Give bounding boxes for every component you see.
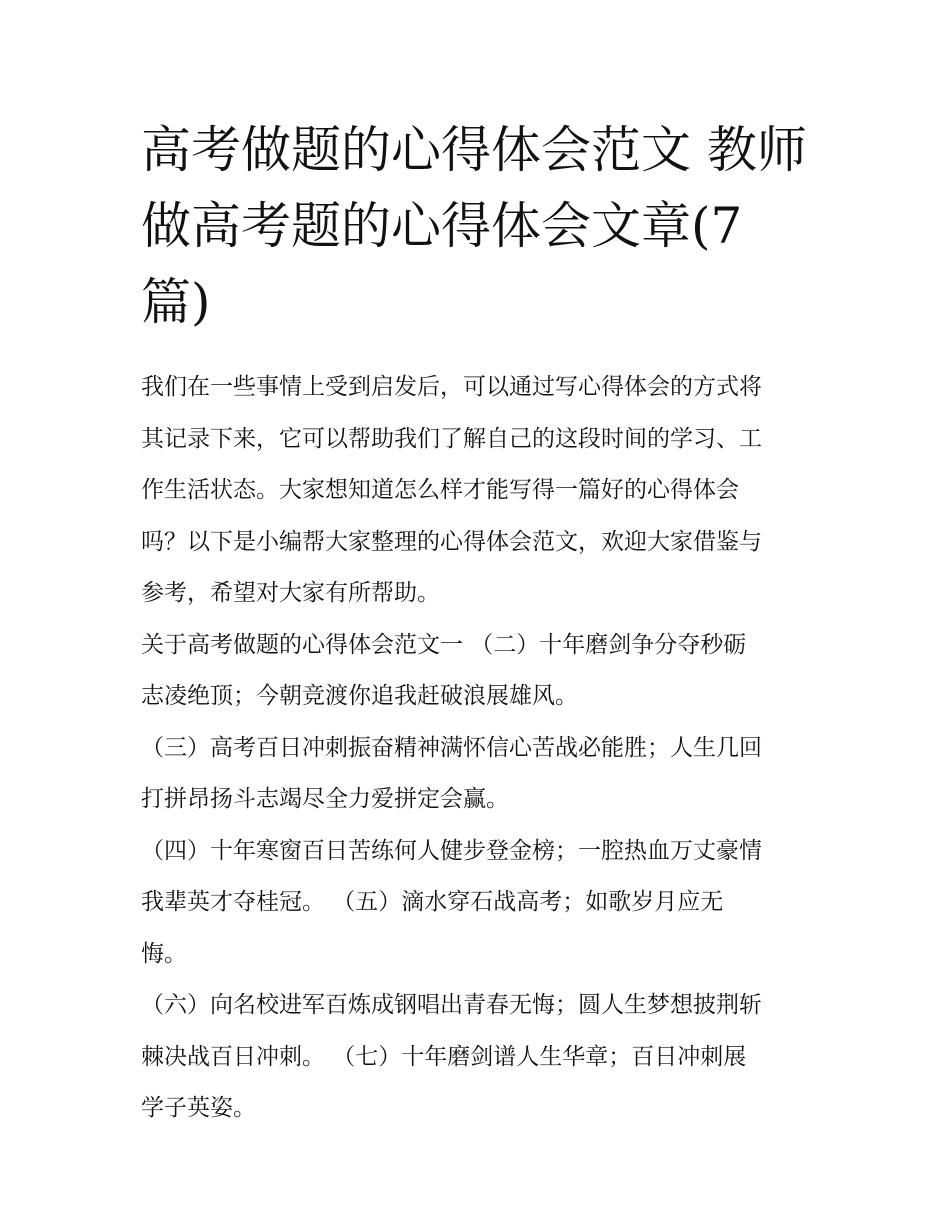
text-line: 参考，希望对大家有所帮助。 bbox=[141, 580, 440, 606]
text-line: 其记录下来，它可以帮助我们了解自己的这段时间的学习、工 bbox=[141, 425, 762, 452]
text-line: 关于高考做题的心得体会范文一 （二）十年磨剑争分夺秒砺 bbox=[141, 631, 747, 658]
text-line: （六）向名校进军百炼成钢唱出青春无悔；圆人生梦想披荆斩 bbox=[141, 992, 762, 1018]
text-line: 打拼昂扬斗志竭尽全力爱拼定会赢。 bbox=[141, 786, 509, 812]
text-line: 作生活状态。大家想知道怎么样才能写得一篇好的心得体会 bbox=[141, 477, 739, 503]
text-line: 我们在一些事情上受到启发后，可以通过写心得体会的方式将 bbox=[141, 374, 762, 400]
title-line: 篇) bbox=[141, 273, 211, 331]
paragraph-item-three bbox=[141, 723, 813, 826]
paragraph-intro bbox=[141, 362, 813, 620]
document-body bbox=[141, 362, 813, 1135]
text-line: 志凌绝顶；今朝竞渡你追我赶破浪展雄风。 bbox=[141, 683, 578, 709]
text-line: 悔。 bbox=[141, 940, 187, 967]
title-line: 高考做题的心得体会范文 教师 bbox=[141, 121, 807, 179]
document-page bbox=[141, 112, 813, 1135]
title-line: 做高考题的心得体会文章(7 bbox=[141, 197, 743, 255]
paragraph-item-four bbox=[141, 826, 813, 981]
text-line: 吗？以下是小编帮大家整理的心得体会范文，欢迎大家借鉴与 bbox=[141, 528, 762, 555]
text-line: 学子英姿。 bbox=[141, 1095, 256, 1121]
document-title bbox=[141, 112, 813, 340]
text-line: 我辈英才夺桂冠。 （五）滴水穿石战高考；如歌岁月应无 bbox=[141, 889, 724, 915]
paragraph-section-one bbox=[141, 620, 813, 723]
text-line: （三）高考百日冲刺振奋精神满怀信心苦战必能胜；人生几回 bbox=[141, 734, 762, 761]
text-line: （四）十年寒窗百日苦练何人健步登金榜；一腔热血万丈豪情 bbox=[141, 837, 762, 864]
text-line: 棘决战百日冲刺。 （七）十年磨剑谱人生华章；百日冲刺展 bbox=[141, 1043, 747, 1070]
paragraph-item-six bbox=[141, 980, 813, 1135]
